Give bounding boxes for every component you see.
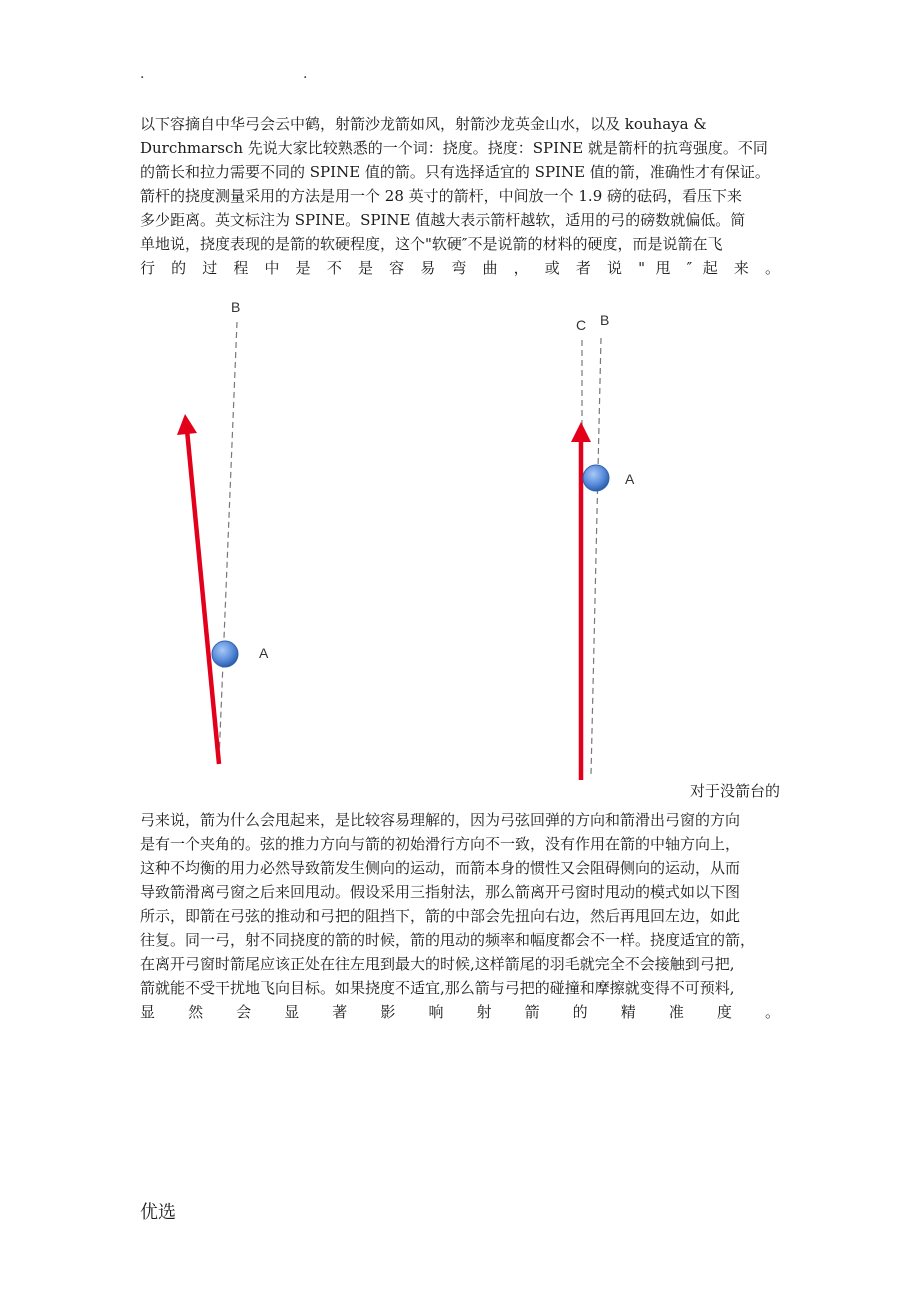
dashed-line-b: [219, 322, 237, 760]
text-line: 以下容摘自中华弓会云中鹤，射箭沙龙箭如风，射箭沙龙英金山水，以及 kouhaya &: [140, 115, 707, 133]
label-a: A: [625, 471, 635, 487]
text-line: 的箭长和拉力需要不同的 SPINE 值的箭。只有选择适宜的 SPINE 值的箭，准确性才有保证。: [140, 163, 770, 181]
text-line: 是有一个夹角的。弦的推力方向与箭的初始滑行方向不一致，没有作用在箭的中轴方向上，: [140, 835, 741, 853]
text-line: 显 然 会 显 著 影 响 射 箭 的 精 准 度 。: [140, 1003, 780, 1021]
label-c: C: [576, 317, 587, 333]
label-b: B: [600, 312, 610, 328]
paragraph-spine-intro: [140, 112, 780, 280]
text-line: 多少距离。英文标注为 SPINE。SPINE 值越大表示箭杆越软，适用的弓的磅数就偏低。简: [140, 211, 746, 229]
text-line: Durchmarsch 先说大家比较熟悉的一个词：挠度。挠度：SPINE 就是箭杆的抗弯强度。不同: [140, 139, 768, 157]
header-dot-left: .: [140, 66, 145, 82]
ball-a: [212, 641, 238, 667]
header-dot-right: .: [303, 66, 308, 82]
dashed-line-b: [591, 338, 601, 775]
text-line: 行 的 过 程 中 是 不 是 容 易 弯 曲 ， 或 者 说 " 甩 ″ 起 来 。: [140, 259, 780, 277]
left-diagram: [177, 299, 269, 764]
text-line: 箭就能不受干扰地飞向目标。如果挠度不适宜,那么箭与弓把的碰撞和摩擦就变得不可预料,: [140, 979, 735, 997]
red-arrowhead: [177, 414, 197, 435]
red-arrowhead: [571, 422, 591, 442]
arrow-spine-diagram: [0, 290, 920, 790]
text-line: 这种不均衡的用力必然导致箭发生侧向的运动，而箭本身的惯性又会阻碍侧向的运动，从而: [140, 859, 741, 877]
ball-a: [583, 465, 609, 491]
footer-label: 优选: [140, 1202, 176, 1223]
label-a: A: [259, 645, 269, 661]
text-line: 导致箭滑离弓窗之后来回甩动。假设采用三指射法，那么箭离开弓窗时甩动的模式如以下图: [140, 883, 741, 901]
right-diagram: [571, 312, 635, 780]
text-line: 所示，即箭在弓弦的推动和弓把的阻挡下，箭的中部会先扭向右边，然后再甩回左边，如此: [140, 907, 741, 925]
red-arrow-shaft: [187, 430, 219, 764]
label-b: B: [231, 299, 241, 315]
paragraph-arrow-flex: [140, 808, 780, 1024]
caption-right: 对于没箭台的: [689, 782, 780, 800]
text-line: 在离开弓窗时箭尾应该正处在往左甩到最大的时候,这样箭尾的羽毛就完全不会接触到弓把,: [140, 955, 735, 973]
text-line: 箭杆的挠度测量采用的方法是用一个 28 英寸的箭杆，中间放一个 1.9 磅的砝码，看压下来: [140, 187, 743, 205]
text-line: 单地说，挠度表现的是箭的软硬程度，这个"软硬″不是说箭的材料的硬度，而是说箭在飞: [140, 235, 723, 253]
text-line: 弓来说，箭为什么会甩起来，是比较容易理解的，因为弓弦回弹的方向和箭滑出弓窗的方向: [140, 811, 741, 829]
text-line: 往复。同一弓，射不同挠度的箭的时候，箭的甩动的频率和幅度都会不一样。挠度适宜的箭，: [140, 931, 756, 949]
